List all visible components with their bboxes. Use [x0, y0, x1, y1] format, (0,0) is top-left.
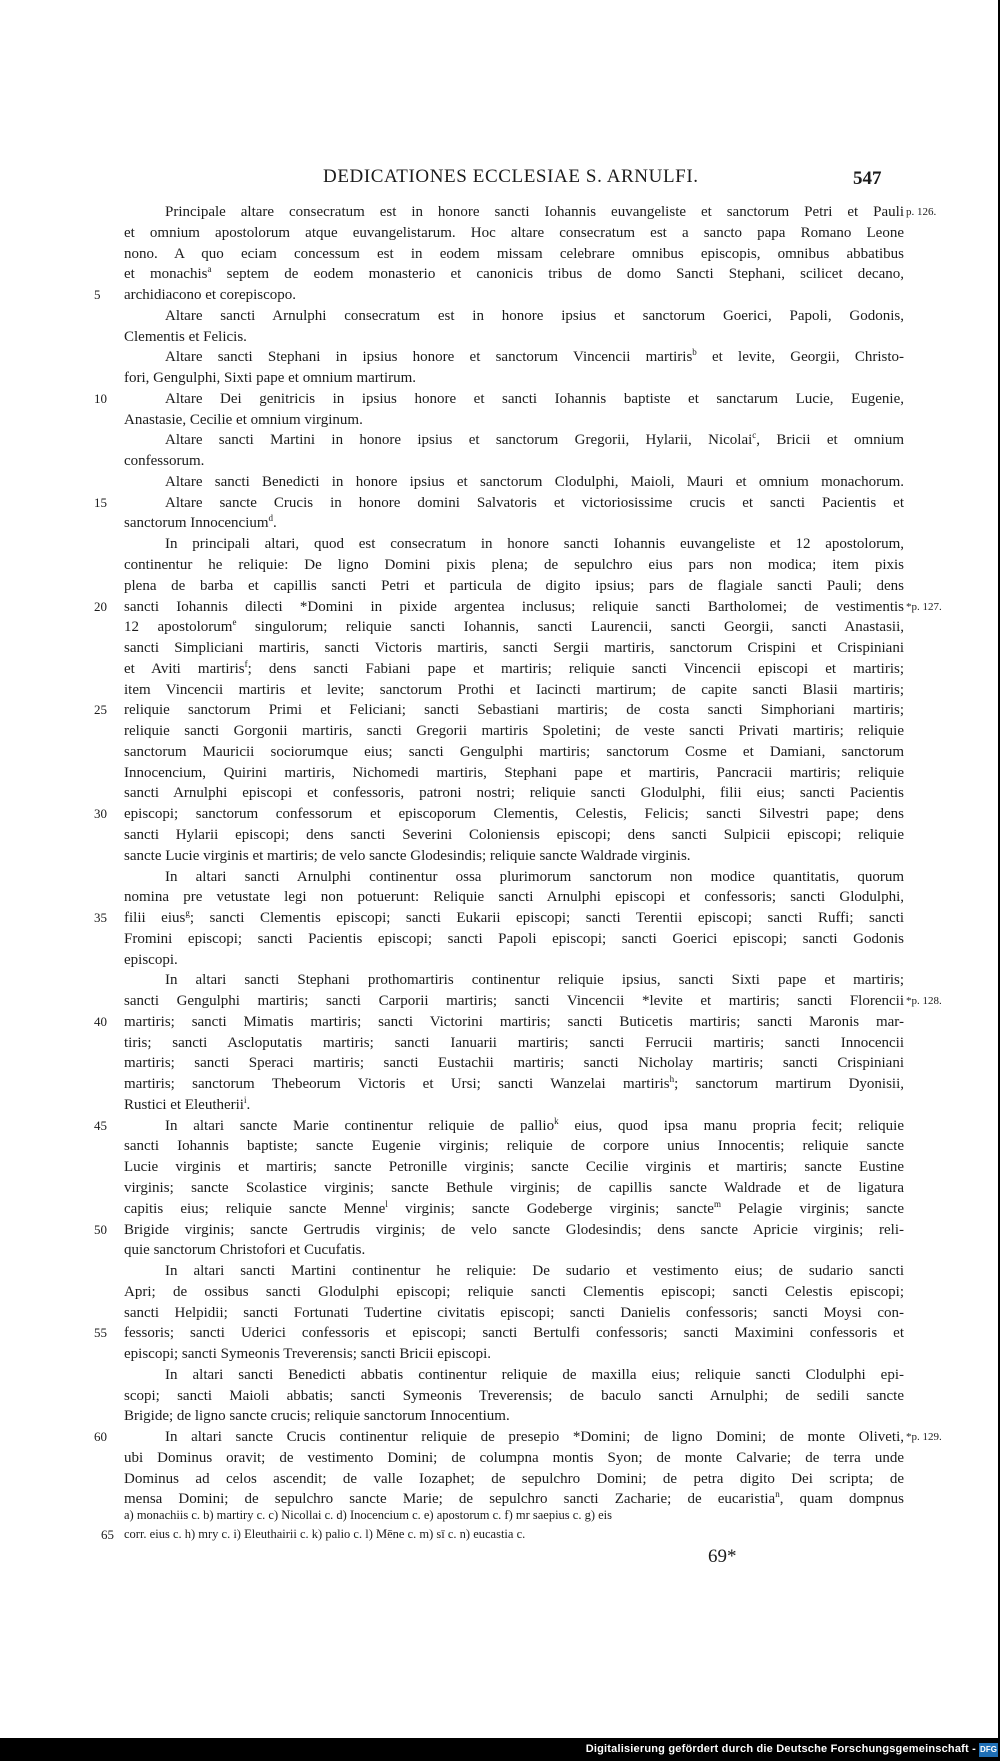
line-text: Altare sancte Crucis in honore domini Salvatoris et victoriosissime crucis et sancti Pacientis et	[165, 494, 904, 511]
line-text: et levite, Georgii, Christo-	[696, 349, 904, 366]
line-text: In principali altari, quod est consecratum in honore sancti Iohannis euvangeliste et 12 apostolorum,	[165, 536, 904, 553]
line-text: capitis eius; reliquie sancte Menne	[124, 1200, 386, 1217]
dfg-logo: DFG	[979, 1743, 998, 1757]
line-text: virginis; sancte Scolastice virginis; sancte Bethule virginis; de capillis sancte Waldrade et de ligatura	[124, 1179, 904, 1196]
line-text: archidiacono et corepiscopo.	[124, 287, 297, 304]
line-text: Apri; de ossibus sancti Glodulphi episcopi; reliquie sancti Clementis episcopi; sancti Celestis episcopi;	[124, 1283, 904, 1300]
line-text: sancti Gengulphi martiris; sancti Carporii martiris; sancti Vincencii *levite et martiris; sancti Florencii	[124, 993, 904, 1010]
line-text: Altare Dei genitricis in ipsius honore et sancti Iohannis baptiste et sanctarum Lucie, Eugenie,	[165, 390, 904, 407]
line-number: 10	[94, 390, 107, 406]
text-line	[124, 638, 904, 659]
line-text: 12 apostolorum	[124, 619, 233, 636]
text-line	[94, 493, 904, 514]
line-text: nono. A quo eciam concessum est in eodem missam celebrare omnibus episcopis, omnibus abbatibus	[124, 245, 904, 262]
line-text: sancti Arnulphi episcopi et confessoris, patroni nostri; reliquie sancti Glodulphi, filii eius; sancti Pacientis	[124, 785, 904, 802]
margin-page-reference: p. 126.	[906, 206, 937, 218]
text-line	[124, 576, 904, 597]
line-number: 15	[94, 494, 107, 510]
line-text: singulorum; reliquie sancti Iohannis, sancti Laurencii, sancti Georgii, sancti Anastasii,	[236, 619, 904, 636]
text-line	[124, 534, 904, 555]
line-text: item Vincencii martiris et levite; sanctorum Prothi et Iacincti martirum; de capite sancti Blasii martiris;	[124, 681, 904, 698]
text-line	[124, 1074, 904, 1095]
text-line	[94, 804, 904, 825]
text-line	[124, 1365, 904, 1386]
line-text: Altare sancti Stephani in ipsius honore et sanctorum Vincencii martiris	[165, 349, 693, 366]
page-header	[0, 166, 1000, 196]
line-text: reliquie sancti Gorgonii martiris, sancti Gregorii martiris Spoletini; de veste sancti Privati martiris; reliquie	[124, 723, 904, 740]
line-number: 5	[94, 287, 101, 303]
line-number: 20	[94, 598, 107, 614]
footnote-marker: m	[713, 1198, 721, 1209]
text-line	[124, 306, 904, 327]
line-text: virginis; sancte Godeberge virginis; sancte	[387, 1200, 714, 1217]
text-line	[124, 1033, 904, 1054]
line-text: In altari sancti Stephani prothomartiris continentur reliquie ipsius, sancti Sixti pape et martiris;	[165, 972, 904, 989]
text-line	[124, 763, 904, 784]
line-text: quie sanctorum Christofori et Cucufatis.	[124, 1242, 366, 1259]
footnote-marker: l	[385, 1198, 388, 1209]
line-text: sancti Helpidii; sancti Fortunati Tudertine civitatis episcopi; sancti Danielis confessoris; sancti Moysi con-	[124, 1304, 904, 1321]
line-number: 65	[101, 1527, 114, 1542]
text-line	[124, 991, 942, 1012]
text-line	[124, 659, 904, 680]
line-text: Innocencium, Quirini martiris, Nichomedi martiris, Stephani pape et martiris, Pancracii martiris; reliquie	[124, 764, 904, 781]
line-text: Clementis et Felicis.	[124, 328, 247, 345]
line-text: ; sanctorum martirum Dyonisii,	[674, 1076, 904, 1093]
text-line	[124, 617, 904, 638]
line-number: 30	[94, 806, 107, 822]
line-text: Principale altare consecratum est in honore sancti Iohannis euvangeliste et sanctorum Petri et Pauli	[165, 204, 904, 220]
text-line	[124, 264, 904, 285]
text-line	[124, 1136, 904, 1157]
text-line	[124, 1344, 904, 1365]
footnote-marker: g	[185, 908, 190, 919]
margin-page-reference: *p. 128.	[906, 995, 942, 1008]
line-text: nomina pre vetustate legi non potuerunt: Reliquie sancti Arnulphi episcopi et confessoris; sancti Glodulphi,	[124, 889, 904, 906]
text-line	[124, 555, 904, 576]
line-text: In altari sancti Martini continentur he reliquie: De sudario et vestimento eius; de sudario sancti	[165, 1263, 904, 1280]
text-line	[124, 825, 904, 846]
text-line	[94, 908, 904, 929]
footnote-marker: h	[669, 1074, 675, 1085]
line-text: eius, quod ipsa manu propria fecit; reliquie	[558, 1117, 905, 1134]
line-text: In altari sancte Marie continentur reliquie de pallio	[165, 1117, 555, 1134]
text-line	[124, 1178, 904, 1199]
footnote-marker: n	[775, 1489, 780, 1500]
line-text: sancti Iohannis dilecti *Domini in pixide argentea inclusus; reliquie sancti Bartholomei; de vestimentis	[124, 598, 904, 615]
line-number: 45	[94, 1117, 107, 1133]
line-text: septem de eodem monasterio et canonicis tribus de domo Sancti Stephani, scilicet decano,	[211, 266, 904, 283]
line-text: episcopi; sanctorum confessorum et episcoporum Clementis, Celestis, Felicis; sancti Silvestri pape; dens	[124, 806, 904, 823]
margin-page-reference: *p. 129.	[906, 1431, 942, 1444]
line-text: , Bricii et omnium	[756, 432, 904, 449]
text-line	[124, 887, 904, 908]
text-line	[94, 1427, 942, 1448]
line-text: martiris; sanctorum Thebeorum Victoris et Ursi; sancti Wanzelai martiris	[124, 1076, 670, 1093]
line-text: sancti Hylarii episcopi; dens sancti Severini Coloniensis episcopi; dens sancti Sulpicii episcopi; reliquie	[124, 826, 904, 843]
line-number: 25	[94, 702, 107, 718]
line-text: ; dens sancti Fabiani pape et martiris; reliquie sancti Vincencii episcopi et martiris;	[247, 660, 905, 677]
footnote-marker: d	[268, 513, 274, 524]
text-line	[124, 327, 904, 348]
line-text: sancti Simpliciani martiris, sancti Victoris martiris, sancti Sergii martiris, sanctorum Crispini et Crispiniani	[124, 640, 904, 657]
text-line	[124, 202, 937, 223]
line-text: Brigide; de ligno sancte crucis; reliquie sanctorum Innocentium.	[124, 1408, 510, 1425]
text-line	[124, 430, 904, 451]
line-text: Pelagie virginis; sancte	[720, 1200, 904, 1217]
line-text: et Aviti martiris	[124, 660, 245, 677]
text-line	[124, 1095, 904, 1116]
line-text: martiris; sancti Speraci martiris; sancti Eustachii martiris; sancti Nicholay martiris; sancti Crispiniani	[124, 1055, 904, 1072]
line-text: Altare sancti Benedicti in honore ipsius et sanctorum Clodulphi, Maioli, Mauri et omnium monachorum.	[165, 473, 904, 490]
text-line	[124, 1053, 904, 1074]
text-line	[124, 950, 904, 971]
text-line	[124, 742, 904, 763]
footnote-marker: c	[752, 430, 757, 441]
text-line	[124, 929, 904, 950]
line-text: Brigide virginis; sancte Gertrudis virginis; de velo sancte Glodesindis; dens sancte Apricie virginis; reli-	[124, 1221, 904, 1238]
text-line	[124, 680, 904, 701]
line-text: fessoris; sancti Uderici confessoris et episcopi; sancti Bertulfi confessoris; sancti Maximini confessoris et	[124, 1325, 904, 1342]
text-line	[124, 472, 904, 493]
text-line	[124, 783, 904, 804]
text-line	[124, 721, 904, 742]
text-line	[94, 1115, 905, 1137]
text-line	[94, 1323, 904, 1344]
running-title: DEDICATIONES ECCLESIAE S. ARNULFI.	[323, 166, 699, 187]
text-line	[124, 1240, 904, 1261]
line-text: , quam dompnus	[779, 1491, 904, 1508]
line-number: 50	[94, 1221, 107, 1237]
margin-page-reference: *p. 127.	[906, 600, 942, 613]
line-text: fori, Gengulphi, Sixti pape et omnium martirum.	[124, 370, 417, 387]
line-text: sanctorum Innocencium	[124, 515, 269, 532]
text-line	[94, 1012, 904, 1033]
footnote-marker: b	[692, 347, 697, 358]
footnote-marker: f	[244, 658, 248, 669]
footnote-marker: e	[232, 617, 237, 628]
text-line	[94, 389, 904, 410]
line-text: a) monachiis c. b) martiry c. c) Nicollai c. d) Inocencium c. e) apostorum c. f) mr saepius c. g) eis	[124, 1508, 613, 1522]
folio-signature: 69*	[708, 1546, 737, 1567]
line-text: filii eius	[124, 910, 186, 927]
text-line	[124, 451, 904, 472]
line-text: et monachis	[124, 266, 208, 283]
line-text: sanctorum Mauricii sociorumque eius; sancti Gengulphi martiris; sanctorum Cosme et Damiani, sanctorum	[124, 743, 904, 760]
line-text: In altari sancte Crucis continentur reliquie de presepio *Domini; de ligno Domini; de monte Oliveti,	[165, 1429, 904, 1446]
line-number: 40	[94, 1013, 107, 1029]
line-text: Lucie virginis et martiris; sancte Petronille virginis; sancte Cecilie virginis et martiris; sancte Eustine	[124, 1159, 904, 1176]
text-line	[124, 1448, 904, 1469]
line-text: episcopi; sancti Symeonis Treverensis; sancti Bricii episcopi.	[124, 1346, 492, 1363]
line-text: plena de barba et capillis sancti Petri et particula de digito ipsius; pars de flagiale sancti Pauli; dens	[124, 577, 904, 594]
line-text: .	[273, 515, 277, 532]
line-text: Altare sancti Arnulphi consecratum est in honore ipsius et sanctorum Goerici, Papoli, Godonis,	[165, 307, 904, 324]
line-text: ; sancti Clementis episcopi; sancti Eukarii episcopi; sancti Terentii episcopi; sancti Ruffi; sancti	[189, 910, 904, 927]
line-text: sancte Lucie virginis et martiris; de velo sancte Glodesindis; reliquie sancte Waldrade virginis.	[124, 847, 691, 864]
text-line	[94, 597, 942, 618]
text-line	[124, 347, 904, 368]
text-line	[124, 1303, 904, 1324]
text-line	[94, 700, 904, 721]
text-line	[124, 970, 904, 991]
footnote-marker: i	[243, 1094, 247, 1105]
footnote-line	[124, 1506, 904, 1525]
text-line	[124, 1282, 904, 1303]
line-text: Rustici et Eleutherii	[124, 1096, 244, 1113]
line-text: Dominus ad celos ascendit; de valle Iozaphet; de sepulchro Domini; de petra digito Dei scripta; de	[124, 1470, 904, 1487]
line-text: Fromini episcopi; sancti Pacientis episcopi; sancti Papoli episcopi; sancti Goerici episcopi; sancti Godonis	[124, 930, 904, 947]
line-text: Altare sancti Martini in honore ipsius et sanctorum Gregorii, Hylarii, Nicolai	[165, 432, 753, 449]
footer-credit: Digitalisierung gefördert durch die Deutsche Forschungsgemeinschaft -	[585, 1743, 976, 1755]
line-text: mensa Domini; de sepulchro sancte Marie; de sepulchro sancti Zacharie; de eucaristia	[124, 1491, 776, 1508]
line-number: 35	[94, 910, 107, 926]
footnotes	[101, 1506, 904, 1544]
line-number: 60	[94, 1429, 107, 1445]
line-text: ubi Dominus oravit; de vestimento Domini; de columpna montis Syon; de monte Calvarie; de terra unde	[124, 1449, 904, 1466]
line-text: episcopi.	[124, 951, 178, 968]
text-line	[124, 1386, 904, 1407]
line-text: reliquie sanctorum Primi et Feliciani; sancti Sebastiani martiris; de costa sancti Simphoriani martiris;	[124, 702, 904, 719]
line-text: tiris; sancti Ascloputatis martiris; sancti Ianuarii martiris; sancti Ferrucii martiris; sancti Innocencii	[124, 1034, 904, 1051]
text-line	[124, 1406, 904, 1427]
text-line	[94, 285, 904, 306]
line-text: corr. eius c. h) mry c. i) Eleuthairii c. k) palio c. l) Mēne c. m) sī c. n) eucastia c.	[124, 1527, 526, 1541]
text-line	[124, 244, 904, 265]
text-line	[124, 223, 904, 244]
text-line	[124, 1157, 904, 1178]
line-number: 55	[94, 1325, 107, 1341]
footnote-line	[101, 1525, 904, 1544]
text-line	[124, 368, 904, 389]
footnote-marker: a	[207, 264, 212, 275]
text-line	[124, 410, 904, 431]
line-text: In altari sancti Arnulphi continentur ossa plurimorum sanctorum non modice quantitatis, quorum	[165, 868, 904, 885]
text-line	[124, 1261, 904, 1282]
line-text: In altari sancti Benedicti abbatis continentur reliquie de maxilla eius; reliquie sancti Clodulphi epi-	[165, 1366, 904, 1383]
line-text: .	[246, 1096, 251, 1113]
line-text: Anastasie, Cecilie et omnium virginum.	[124, 411, 363, 428]
line-text: continentur he reliquie: De ligno Domini pixis plena; de sepulchro eius pars non modica; item pixis	[124, 557, 904, 574]
text-line	[124, 1199, 904, 1220]
line-text: sancti Iohannis baptiste; sancte Eugenie virginis; reliquie de corpore unius Innocentis; reliquie sancte	[124, 1138, 904, 1155]
text-line	[124, 867, 904, 888]
text-line	[124, 513, 904, 534]
main-text	[94, 202, 942, 1510]
page-number: 547	[853, 168, 882, 189]
footer-bar	[0, 1740, 1000, 1761]
text-line	[124, 1469, 904, 1490]
line-text: scopi; sancti Maioli abbatis; sancti Symeonis Treverensis; de baculo sancti Arnulphi; de sedili sancte	[124, 1387, 904, 1404]
line-text: et omnium apostolorum atque euvangelistarum. Hoc altare consecratum est a sancto papa Romano Leone	[124, 224, 904, 241]
text-line	[124, 846, 904, 867]
line-text: martiris; sancti Mimatis martiris; sancti Victorini martiris; sancti Buticetis martiris; sancti Maronis mar-	[124, 1013, 904, 1030]
line-text: confessorum.	[124, 453, 205, 470]
text-line	[94, 1220, 904, 1241]
footnote-marker: k	[554, 1115, 559, 1126]
